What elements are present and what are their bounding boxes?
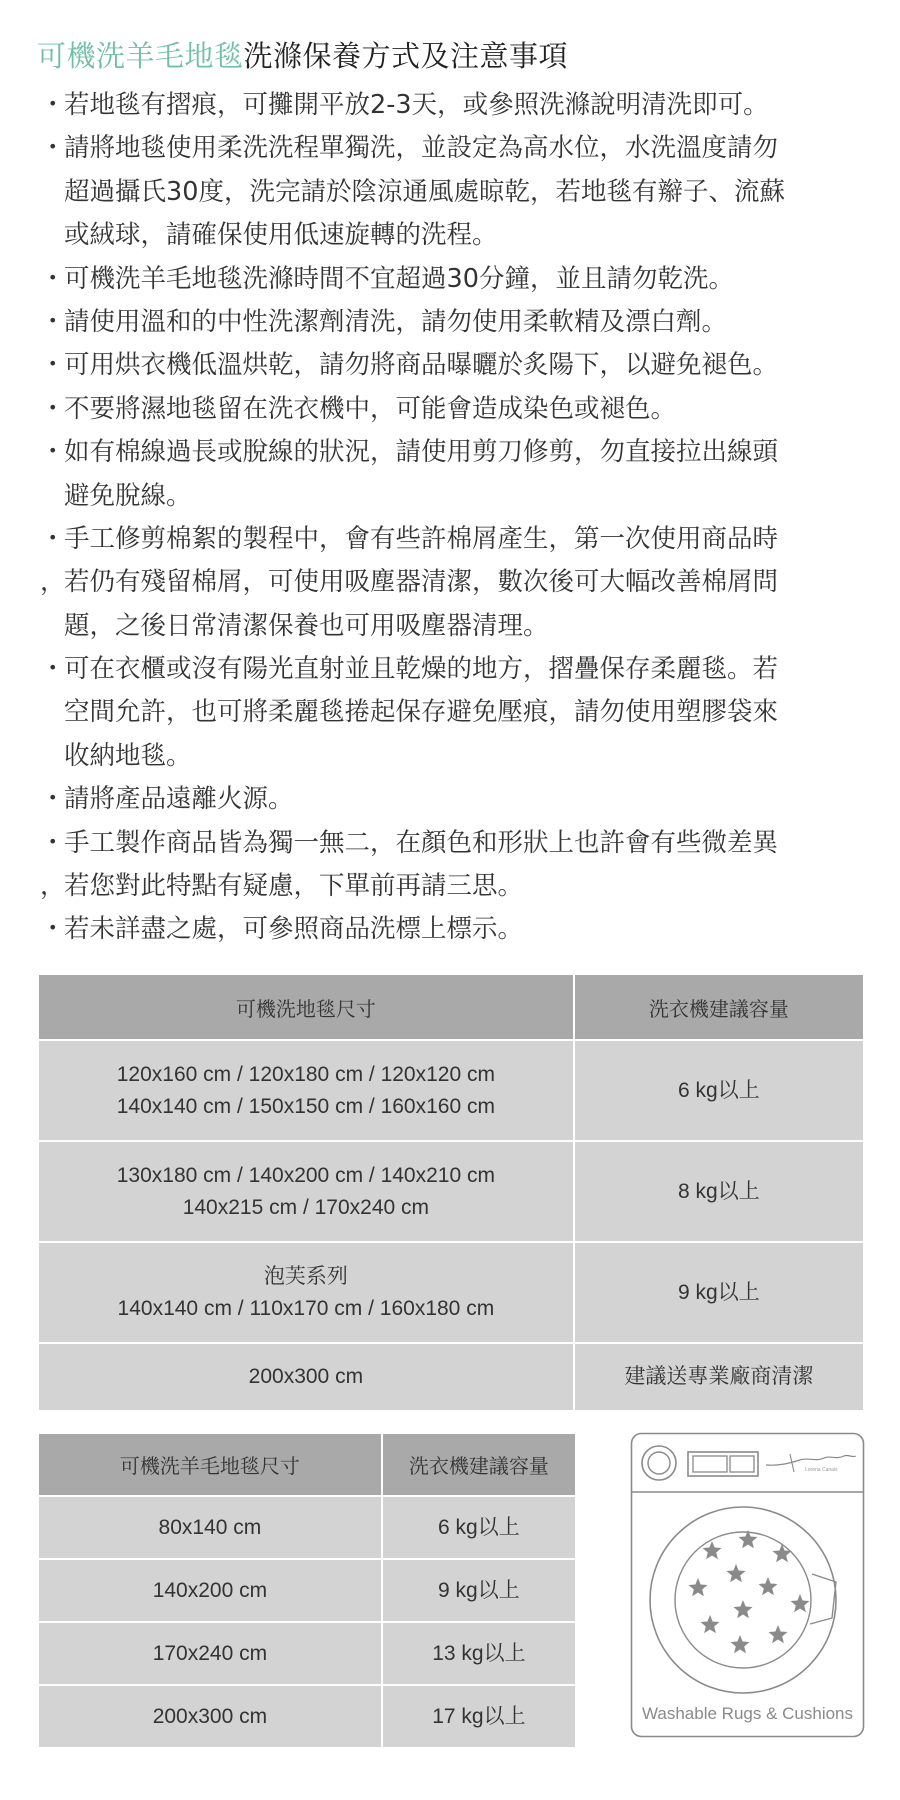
size-cell: 80x140 cm <box>38 1496 382 1559</box>
note-bullet: ・ <box>40 393 66 424</box>
capacity-cell: 建議送專業廠商清潔 <box>574 1343 864 1411</box>
wool-rug-size-capacity-table <box>37 1432 577 1749</box>
note-line <box>40 908 880 951</box>
note-line <box>40 214 880 257</box>
note-text: 可機洗羊毛地毯洗滌時間不宜超過30分鐘，並且請勿乾洗。 <box>64 263 734 294</box>
note-text: 不要將濕地毯留在洗衣機中，可能會造成染色或褪色。 <box>64 393 677 424</box>
column-header-capacity: 洗衣機建議容量 <box>382 1433 576 1496</box>
size-line: 130x180 cm / 140x200 cm / 140x210 cm <box>116 1163 495 1187</box>
washing-machine-icon <box>630 1432 865 1738</box>
note-bullet: ・ <box>40 90 66 120</box>
capacity-cell: 6 kg以上 <box>382 1496 576 1559</box>
page-title-rest: 洗滌保養方式及注意事項 <box>243 39 569 73</box>
capacity-cell: 13 kg以上 <box>382 1622 576 1685</box>
note-line <box>40 865 880 908</box>
table-row <box>38 1622 576 1685</box>
note-bullet: ・ <box>40 784 66 815</box>
size-line: 140x140 cm / 150x150 cm / 160x160 cm <box>116 1094 495 1118</box>
note-line <box>40 171 880 214</box>
note-text: 可用烘衣機低溫烘乾，請勿將商品曝曬於炙陽下，以避免褪色。 <box>64 350 779 381</box>
note-bullet: ・ <box>40 306 66 337</box>
size-cell: 170x240 cm <box>38 1622 382 1685</box>
note-text: 手工修剪棉絮的製程中，會有些許棉屑產生，第一次使用商品時 <box>64 523 779 554</box>
size-cell: 140x200 cm <box>38 1559 382 1622</box>
capacity-cell: 6 kg以上 <box>574 1040 864 1141</box>
column-header-size: 可機洗地毯尺寸 <box>38 974 574 1040</box>
size-line: 140x215 cm / 170x240 cm <box>182 1195 430 1219</box>
note-bullet: ， <box>40 567 66 598</box>
table-row <box>38 1040 864 1141</box>
table-row <box>38 1496 576 1559</box>
note-line <box>40 822 880 865</box>
size-line: 140x140 cm / 110x170 cm / 160x180 cm <box>117 1296 495 1320</box>
note-bullet: ・ <box>40 654 66 685</box>
note-text: 收納地毯。 <box>64 740 192 771</box>
washing-machine-illustration <box>630 1432 865 1738</box>
capacity-cell: 9 kg以上 <box>574 1242 864 1343</box>
column-header-capacity: 洗衣機建議容量 <box>574 974 864 1040</box>
note-text: 請使用溫和的中性洗潔劑清洗，請勿使用柔軟精及漂白劑。 <box>64 306 728 337</box>
size-cell <box>38 1141 574 1242</box>
table-header-row <box>38 974 864 1040</box>
note-line <box>40 431 880 474</box>
table-row <box>38 1685 576 1748</box>
note-bullet: ・ <box>40 350 66 381</box>
note-bullet: ・ <box>40 523 66 554</box>
note-line <box>40 301 880 344</box>
size-line: 120x160 cm / 120x180 cm / 120x120 cm <box>116 1062 495 1086</box>
note-bullet: ・ <box>40 263 66 294</box>
note-line <box>40 475 880 518</box>
note-text: 若仍有殘留棉屑，可使用吸塵器清潔，數次後可大幅改善棉屑問 <box>64 567 779 598</box>
capacity-cell: 17 kg以上 <box>382 1685 576 1748</box>
note-line <box>40 344 880 387</box>
table-row <box>38 1242 864 1343</box>
size-cell <box>38 1040 574 1141</box>
table-row <box>38 1343 864 1411</box>
note-text: 空間允許，也可將柔麗毯捲起保存避免壓痕，請勿使用塑膠袋來 <box>64 697 779 728</box>
size-cell: 200x300 cm <box>38 1685 382 1748</box>
note-text: 若未詳盡之處，可參照商品洗標上標示。 <box>64 914 524 945</box>
washer-caption: Washable Rugs & Cushions <box>641 1704 854 1723</box>
note-bullet: ， <box>40 871 66 902</box>
note-text: 若地毯有摺痕，可攤開平放2-3天，或參照洗滌說明清洗即可。 <box>64 90 769 120</box>
note-bullet: ・ <box>40 133 66 164</box>
note-bullet: ・ <box>40 914 66 945</box>
note-line <box>40 605 880 648</box>
note-line <box>40 561 880 604</box>
note-line <box>40 388 880 431</box>
capacity-cell: 9 kg以上 <box>382 1559 576 1622</box>
note-line <box>40 518 880 561</box>
size-cell <box>38 1242 574 1343</box>
size-line: 200x300 cm <box>248 1365 364 1388</box>
note-text: 超過攝氏30度，洗完請於陰涼通風處晾乾，若地毯有辮子、流蘇 <box>64 176 785 207</box>
note-line <box>40 778 880 821</box>
table-row <box>38 1559 576 1622</box>
note-text: 若您對此特點有疑慮，下單前再請三思。 <box>64 871 524 902</box>
size-line: 泡芙系列 <box>263 1264 348 1288</box>
care-notes-list <box>40 84 880 952</box>
table-header-row <box>38 1433 576 1496</box>
note-text: 如有棉線過長或脫線的狀況，請使用剪刀修剪，勿直接拉出線頭 <box>64 437 779 468</box>
brand-signature: Lorena Canals <box>805 1467 838 1473</box>
page-title-accent: 可機洗羊毛地毯 <box>37 39 244 73</box>
note-line <box>40 691 880 734</box>
note-line <box>40 648 880 691</box>
note-bullet: ・ <box>40 827 66 858</box>
size-cell <box>38 1343 574 1411</box>
note-line <box>40 258 880 301</box>
note-bullet: ・ <box>40 437 66 468</box>
note-text: 請將產品遠離火源。 <box>64 784 294 815</box>
page-title <box>37 34 568 75</box>
note-text: 請將地毯使用柔洗洗程單獨洗，並設定為高水位，水洗溫度請勿 <box>64 133 779 164</box>
capacity-cell: 8 kg以上 <box>574 1141 864 1242</box>
note-line <box>40 127 880 170</box>
note-text: 避免脫線。 <box>64 480 192 511</box>
note-text: 或絨球，請確保使用低速旋轉的洗程。 <box>64 220 498 251</box>
note-line <box>40 84 880 127</box>
rug-size-capacity-table <box>37 973 865 1412</box>
table-row <box>38 1141 864 1242</box>
note-line <box>40 735 880 778</box>
note-text: 題，之後日常清潔保養也可用吸塵器清理。 <box>64 610 549 641</box>
note-text: 可在衣櫃或沒有陽光直射並且乾燥的地方，摺疊保存柔麗毯。若 <box>64 654 779 685</box>
column-header-size: 可機洗羊毛地毯尺寸 <box>38 1433 382 1496</box>
note-text: 手工製作商品皆為獨一無二，在顏色和形狀上也許會有些微差異 <box>64 827 779 858</box>
